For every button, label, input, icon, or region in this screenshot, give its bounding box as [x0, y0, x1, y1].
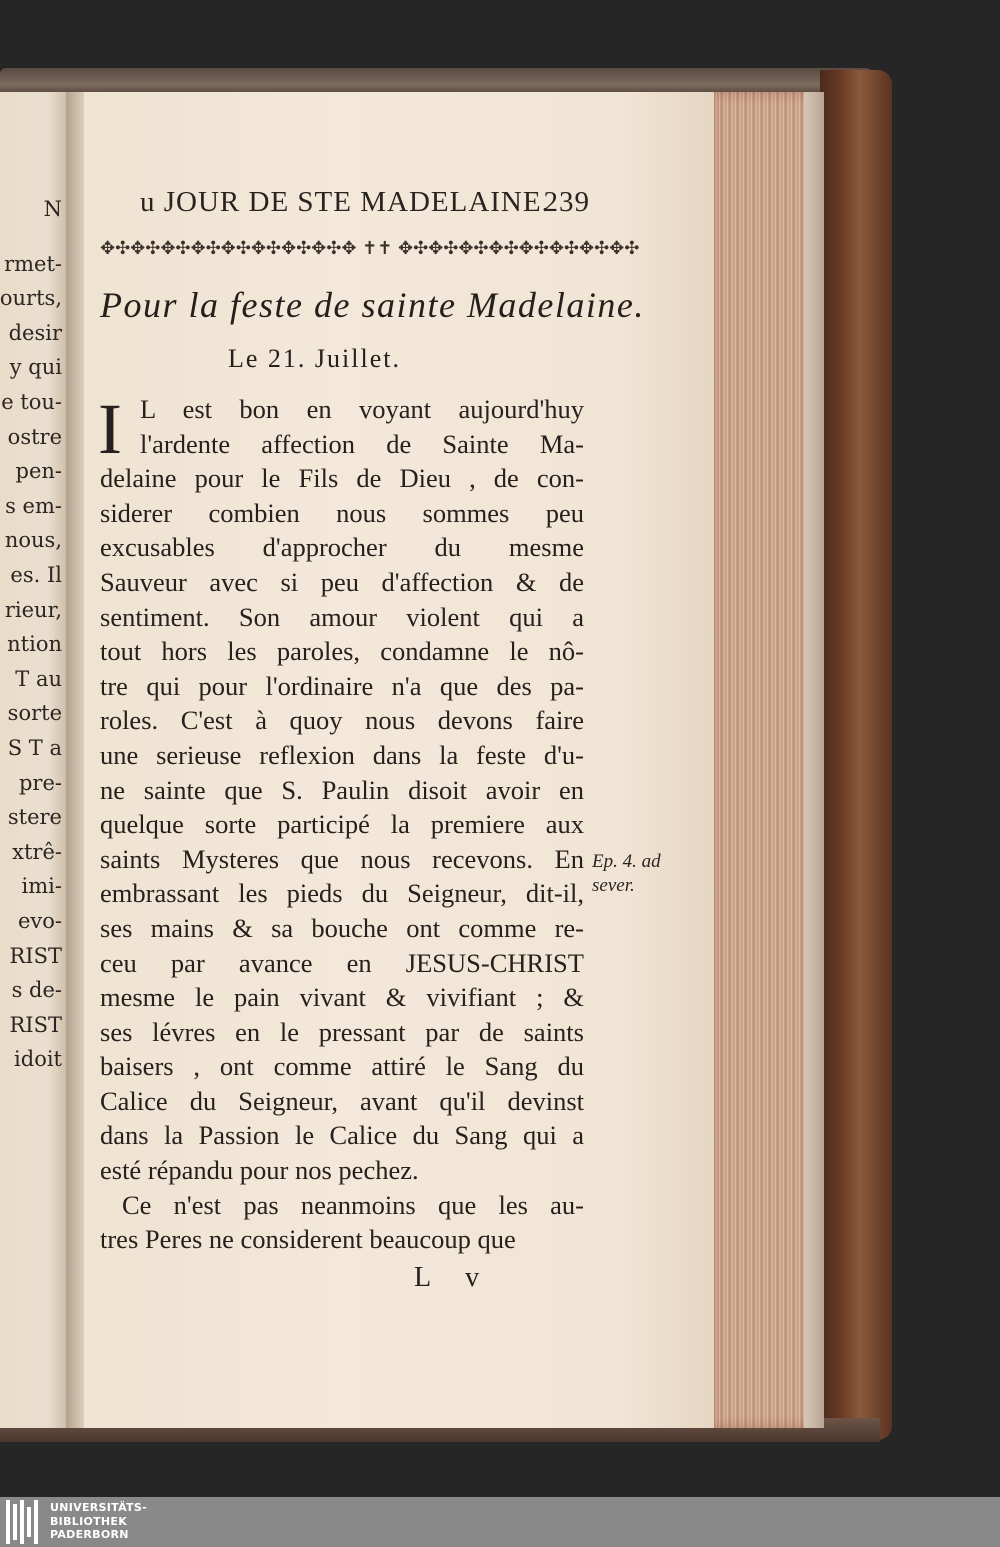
left-page-line: RIST	[9, 1012, 62, 1037]
text-line: une serieuse reflexion dans la feste d'u-	[100, 739, 584, 770]
left-page-line: pre-	[18, 770, 62, 795]
text-line: l'ardente affection de Sainte Ma-	[140, 428, 584, 459]
left-page-line: ostre	[7, 424, 62, 449]
left-page-line: idoit	[14, 1047, 62, 1072]
left-page-line: S T a	[7, 736, 62, 760]
running-title: u JOUR DE STE MADELAINE.	[140, 186, 550, 218]
left-page-line: pen-	[15, 459, 62, 484]
section-heading: Pour la feste de sainte Madelaine.	[100, 285, 645, 325]
left-page-line: rieur,	[4, 597, 62, 622]
left-page-line: s em-	[5, 493, 62, 518]
text-line: L est bon en voyant aujourd'huy	[140, 394, 584, 424]
left-page-line: s de-	[11, 978, 62, 1003]
feast-date: Le 21. Juillet.	[228, 344, 401, 373]
body-text	[98, 389, 584, 1257]
text-line: baisers , ont comme attiré le Sang du	[100, 1051, 584, 1082]
left-page-line: rmet-	[4, 251, 62, 276]
left-page-line: ntion	[7, 632, 62, 657]
page-block-edge	[712, 92, 824, 1428]
left-page-line: imi-	[21, 874, 62, 899]
book-gutter	[66, 92, 86, 1428]
logo-line: PADERBORN	[50, 1528, 129, 1541]
logo-line: BIBLIOTHEK	[50, 1514, 128, 1528]
left-page-line: es. Il	[10, 563, 62, 587]
text-line: dans la Passion le Calice du Sang qui a	[100, 1120, 584, 1151]
text-line: quelque sorte participé la premiere aux	[100, 809, 584, 840]
text-line: ses mains & sa bouche ont comme re-	[100, 912, 584, 943]
text-line: saints Mysteres que nous recevons. En	[100, 843, 584, 874]
text-line: roles. C'est à quoy nous devons faire	[100, 705, 584, 736]
left-page-line: RIST	[9, 943, 62, 968]
drop-cap: I	[98, 389, 122, 469]
library-logo-icon	[6, 1500, 40, 1544]
left-page-line: T au	[15, 666, 62, 691]
left-page-line: evo-	[17, 909, 62, 933]
left-page-line: xtrê-	[12, 839, 62, 864]
left-page-line: e tou-	[1, 390, 62, 414]
left-page-line: nous,	[4, 528, 62, 553]
text-line: ne sainte que S. Paulin disoit avoir en	[100, 774, 584, 805]
text-line: tre qui pour l'ordinaire n'a que des pa-	[100, 670, 584, 701]
library-logo-text	[50, 1501, 147, 1542]
catchword: L v	[414, 1262, 494, 1293]
margin-note-line: sever.	[592, 875, 635, 896]
text-line: esté répandu pour nos pechez.	[100, 1155, 419, 1186]
page-number: 239	[543, 186, 590, 218]
text-line: Sauveur avec si peu d'affection & de	[100, 566, 584, 597]
left-page-line: sorte	[7, 701, 62, 726]
previous-page-fragment	[0, 92, 68, 1428]
library-footer	[0, 1497, 1000, 1547]
text-line: excusables d'approcher du mesme	[100, 532, 584, 563]
text-line: ses lévres en le pressant par de saints	[100, 1016, 584, 1047]
ornament-band: ✥✣✥✣✥✣✥✣✥✣✥✣✥✣✥✣✥ ✝✝ ✥✣✥✣✥✣✥✣✥✣✥✣✥✣✥✣	[100, 238, 640, 259]
margin-note	[592, 850, 712, 898]
text-line: mesme le pain vivant & vivifiant ; &	[100, 982, 584, 1013]
text-line: tout hors les paroles, condamne le nô-	[100, 636, 584, 667]
margin-note-line: Ep. 4. ad	[592, 851, 661, 872]
text-line: ceu par avance en JESUS-CHRIST	[100, 947, 584, 978]
text-line: embrassant les pieds du Seigneur, dit-il,	[100, 878, 584, 909]
text-line: delaine pour le Fils de Dieu , de con-	[100, 463, 584, 494]
left-page-line: y qui	[9, 355, 62, 380]
left-page-line: ourts,	[0, 286, 62, 311]
text-line: tres Peres ne considerent beaucoup que	[100, 1224, 516, 1255]
logo-line: UNIVERSITÄTS-	[50, 1501, 147, 1514]
left-page-line: N	[43, 197, 62, 221]
text-line: Ce n'est pas neanmoins que les au-	[122, 1189, 584, 1220]
text-line: sentiment. Son amour violent qui a	[100, 601, 584, 632]
text-line: siderer combien nous sommes peu	[100, 497, 584, 528]
book-cover-edge	[820, 70, 892, 1440]
left-page-line: stere	[7, 805, 62, 830]
text-line: Calice du Seigneur, avant qu'il devinst	[100, 1085, 584, 1116]
left-page-line: desir	[8, 320, 62, 345]
